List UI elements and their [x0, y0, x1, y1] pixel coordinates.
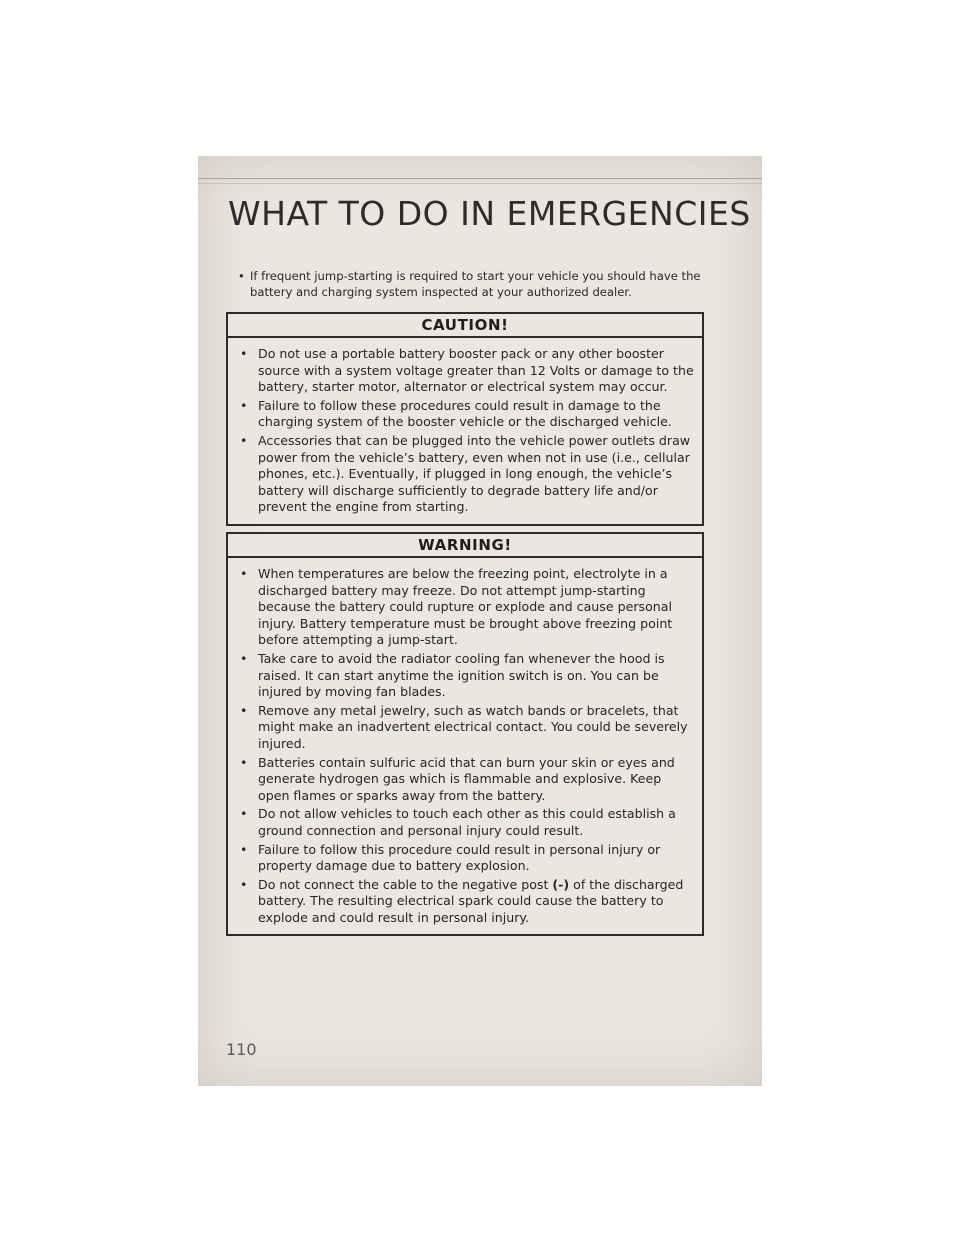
- negative-post-text-after: of the discharged battery. The resulting electrical spark could cause the battery to explode and could result in personal injury.: [258, 876, 684, 925]
- caution-box: [226, 312, 704, 526]
- intro-note: [236, 268, 716, 300]
- caution-heading: CAUTION!: [228, 314, 702, 338]
- intro-bullet: • If frequent jump-starting is required to start your vehicle you should have the battery and charging system inspected at your authorized dealer.: [236, 268, 716, 300]
- caution-item: • Do not use a portable battery booster pack or any other booster source with a system voltage greater than 12 Volts or damage to the battery, starter motor, alternator or electrical system may occur.: [238, 346, 694, 396]
- warning-item-negative-post: [238, 877, 694, 927]
- warning-item: • Batteries contain sulfuric acid that can burn your skin or eyes and generate hydrogen gas which is flammable and explosive. Keep open flames or sparks away from the battery.: [238, 755, 694, 805]
- section-title: WHAT TO DO IN EMERGENCIES: [228, 194, 751, 233]
- warning-heading: WARNING!: [228, 534, 702, 558]
- warning-item: • When temperatures are below the freezing point, electrolyte in a discharged battery may freeze. Do not attempt jump-starting because the battery could rupture or explode and cause personal injury. Battery temperature must be brought above freezing point before attempting a jump-start.: [238, 566, 694, 649]
- warning-list: [228, 558, 702, 934]
- header-rule-secondary: [198, 183, 762, 184]
- negative-post-symbol: (-): [552, 876, 570, 892]
- warning-item: • Take care to avoid the radiator cooling fan whenever the hood is raised. It can start anytime the ignition switch is on. You can be injured by moving fan blades.: [238, 651, 694, 701]
- caution-item: • Accessories that can be plugged into the vehicle power outlets draw power from the vehicle’s battery, even when not in use (i.e., cellular phones, etc.). Eventually, if plugged in long enough, the vehicle’s battery will discharge sufficiently to degrade battery life and/or prevent the engine from starting.: [238, 433, 694, 516]
- header-rule: [198, 178, 762, 179]
- warning-item: • Remove any metal jewelry, such as watch bands or bracelets, that might make an inadvertent electrical contact. You could be severely injured.: [238, 703, 694, 753]
- negative-post-text-before: Do not connect the cable to the negative post: [258, 876, 553, 892]
- warning-item: • Failure to follow this procedure could result in personal injury or property damage due to battery explosion.: [238, 842, 694, 875]
- manual-page: [198, 156, 762, 1086]
- warning-box: [226, 532, 704, 936]
- warning-item: • Do not allow vehicles to touch each other as this could establish a ground connection and personal injury could result.: [238, 806, 694, 839]
- caution-list: [228, 338, 702, 524]
- page-number: 110: [226, 1040, 257, 1059]
- caution-item: • Failure to follow these procedures could result in damage to the charging system of the booster vehicle or the discharged vehicle.: [238, 398, 694, 431]
